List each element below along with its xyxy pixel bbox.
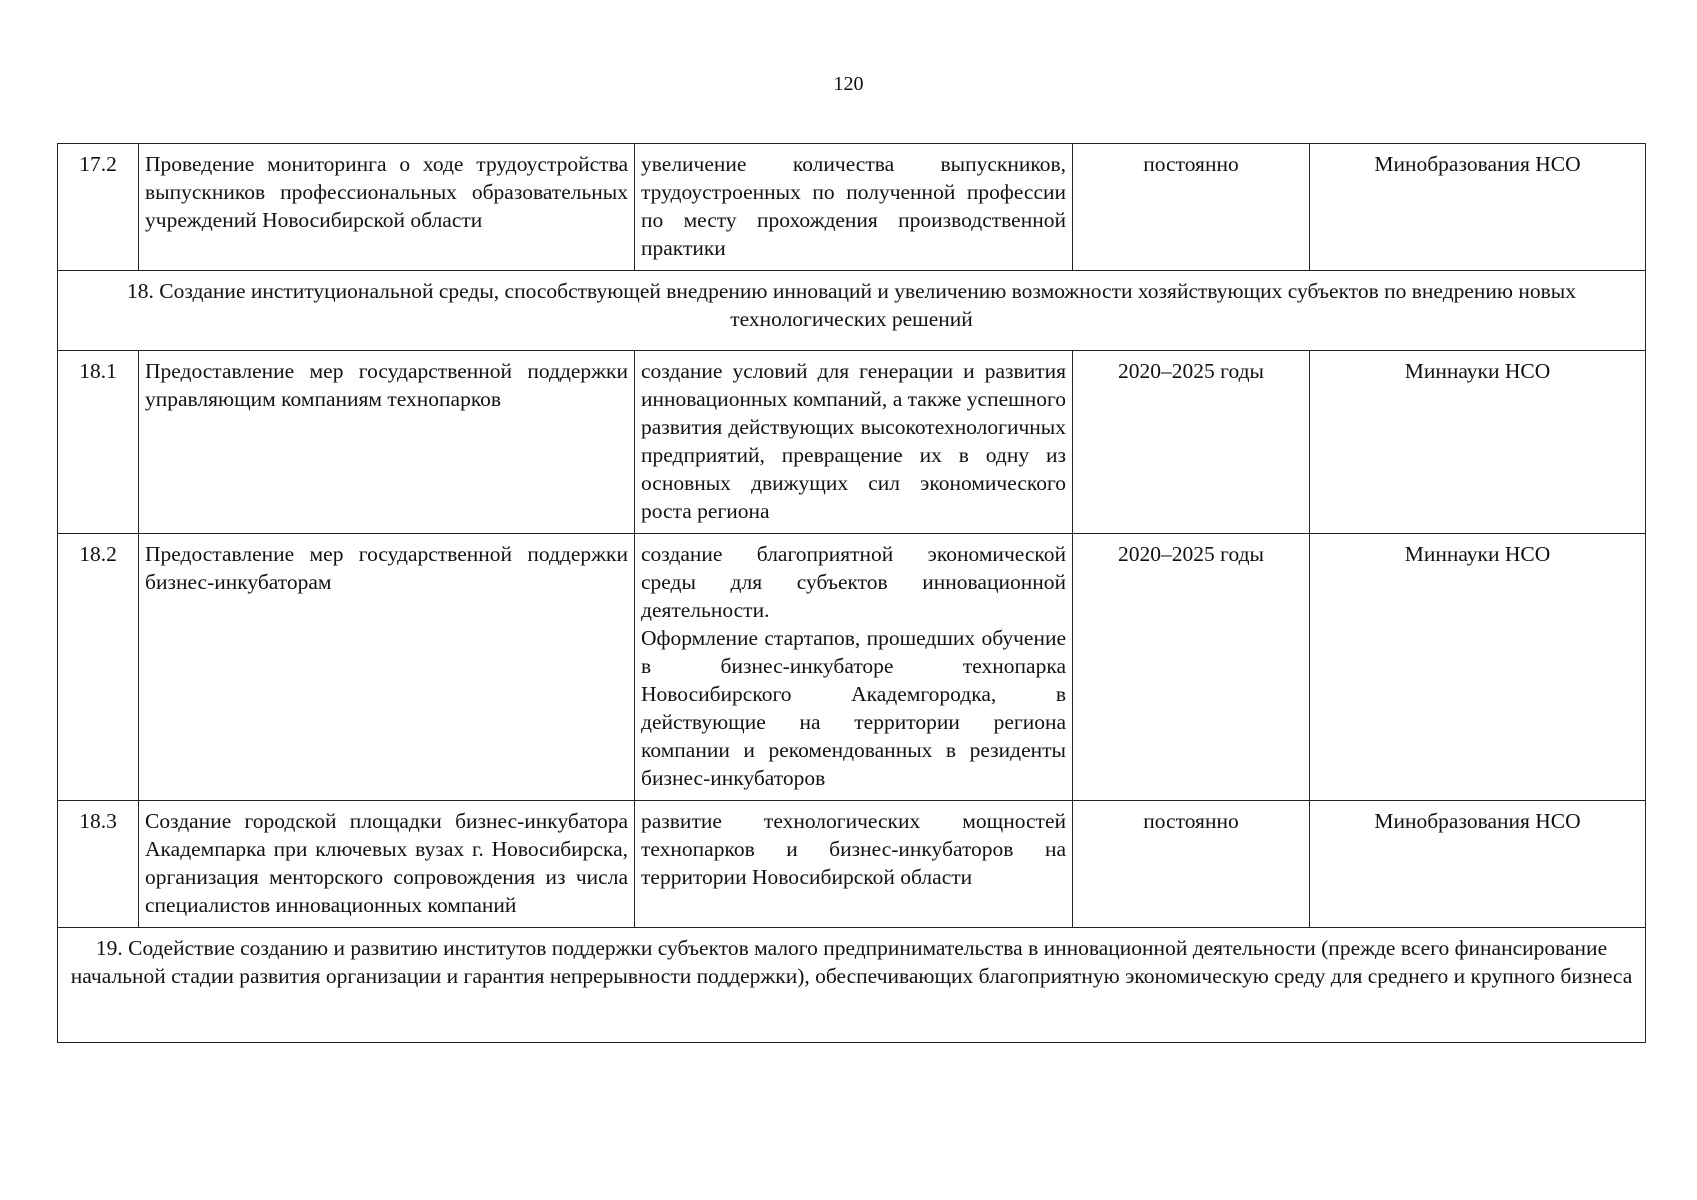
action-cell: Проведение мониторинга о ходе трудоустройства выпускников профессиональных образовательных учреждений Новосибирской области xyxy=(139,144,635,271)
item-number: 18.1 xyxy=(58,351,139,534)
result-paragraph: Оформление стартапов, прошедших обучение в бизнес-инкубаторе технопарка Новосибирского Академгородка, в действующие на территории региона компании и рекомендованных в резиденты бизнес-инкубаторов xyxy=(641,626,1066,790)
action-cell: Предоставление мер государственной поддержки бизнес-инкубаторам xyxy=(139,534,635,801)
section-heading: 18. Создание институциональной среды, способствующей внедрению инноваций и увеличению возможности хозяйствующих субъектов по внедрению новых технологических решений xyxy=(58,271,1646,351)
section-row xyxy=(58,928,1646,1043)
action-cell: Предоставление мер государственной поддержки управляющим компаниям технопарков xyxy=(139,351,635,534)
term-cell: 2020–2025 годы xyxy=(1073,534,1310,801)
item-number: 18.2 xyxy=(58,534,139,801)
section-row xyxy=(58,271,1646,351)
responsible-cell: Минобразования НСО xyxy=(1310,801,1646,928)
section-heading: 19. Содействие созданию и развитию институтов поддержки субъектов малого предпринимательства в инновационной деятельности (прежде всего финансирование начальной стадии развития организации и гарантия непрерывности поддержки), обеспечивающих благоприятную экономическую среду для среднего и крупного бизнеса xyxy=(58,928,1646,1043)
table-row xyxy=(58,801,1646,928)
item-number: 17.2 xyxy=(58,144,139,271)
responsible-cell: Миннауки НСО xyxy=(1310,351,1646,534)
table-row xyxy=(58,534,1646,801)
responsible-cell: Миннауки НСО xyxy=(1310,534,1646,801)
page-number: 120 xyxy=(833,73,864,95)
responsible-cell: Минобразования НСО xyxy=(1310,144,1646,271)
result-paragraph: создание благоприятной экономической среды для субъектов инновационной деятельности. xyxy=(641,542,1066,622)
result-cell xyxy=(635,801,1073,928)
term-cell: 2020–2025 годы xyxy=(1073,351,1310,534)
table-row xyxy=(58,351,1646,534)
result-paragraph: создание условий для генерации и развития инновационных компаний, а также успешного развития действующих высокотехнологичных предприятий, превращение их в одну из основных движущих сил экономического роста региона xyxy=(641,359,1066,523)
item-number: 18.3 xyxy=(58,801,139,928)
result-cell xyxy=(635,534,1073,801)
result-paragraph: увеличение количества выпускников, трудоустроенных по полученной профессии по месту прохождения производственной практики xyxy=(641,152,1066,260)
table-row xyxy=(58,144,1646,271)
term-cell: постоянно xyxy=(1073,144,1310,271)
action-cell: Создание городской площадки бизнес-инкубатора Академпарка при ключевых вузах г. Новосибирска, организация менторского сопровождения из числа специалистов инновационных компаний xyxy=(139,801,635,928)
result-paragraph: развитие технологических мощностей технопарков и бизнес-инкубаторов на территории Новосибирской области xyxy=(641,809,1066,889)
term-cell: постоянно xyxy=(1073,801,1310,928)
result-cell xyxy=(635,144,1073,271)
action-plan-table xyxy=(57,143,1646,1043)
result-cell xyxy=(635,351,1073,534)
